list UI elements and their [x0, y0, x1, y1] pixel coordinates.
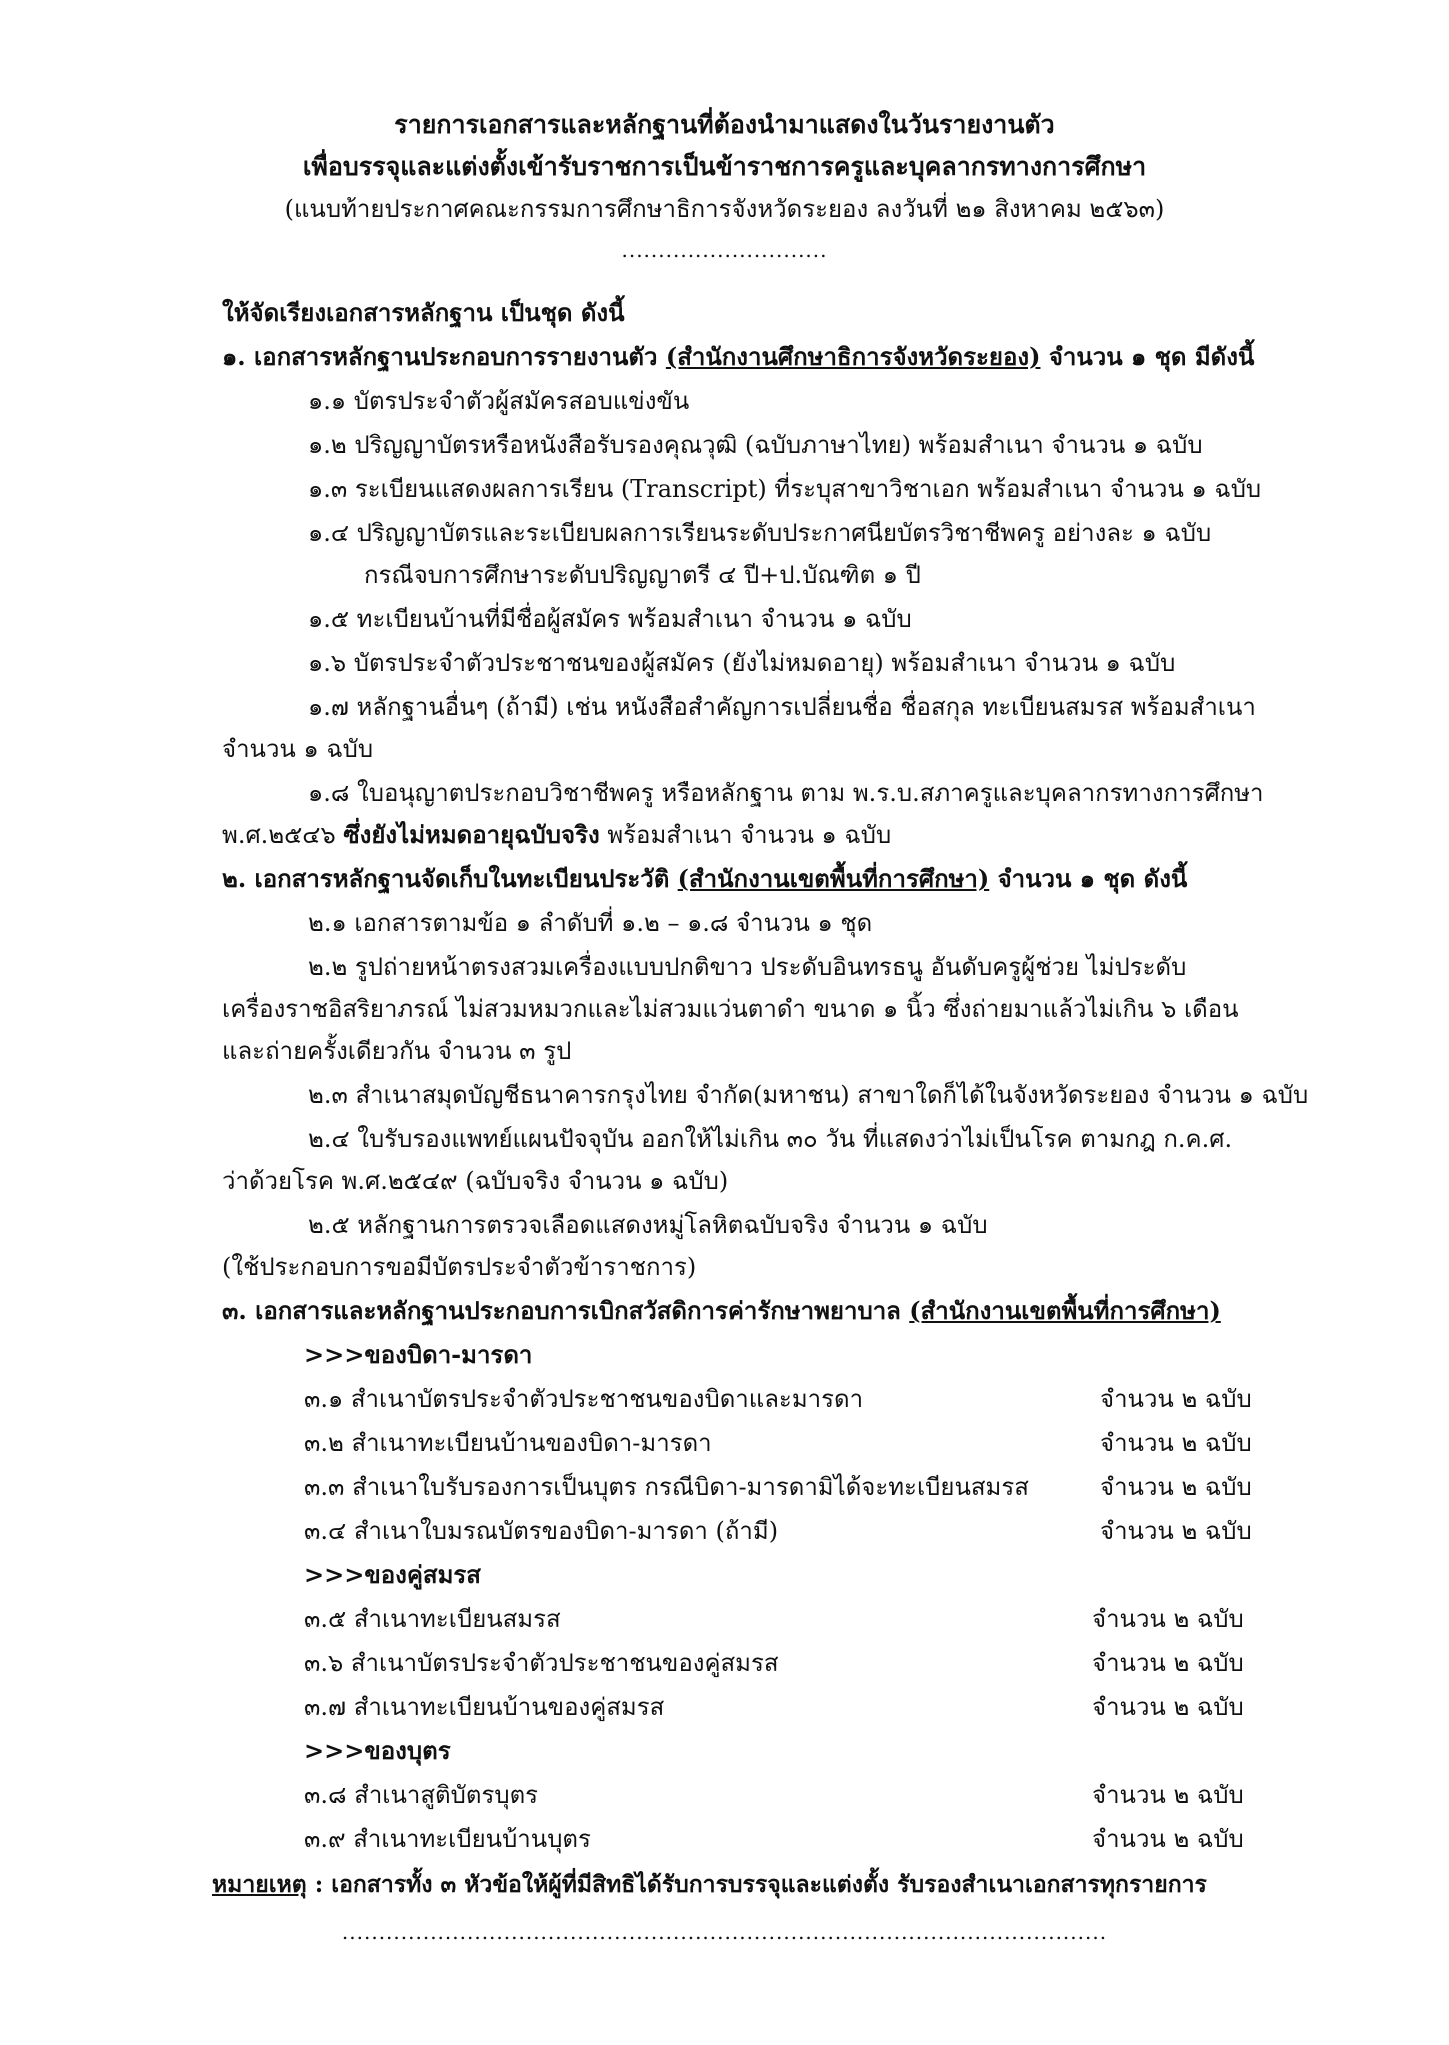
note-label: หมายเหตุ [212, 1871, 307, 1898]
intro-heading: ให้จัดเรียงเอกสารหลักฐาน เป็นชุด ดังนี้ [222, 298, 625, 327]
section-2-title: ๒. เอกสารหลักฐานจัดเก็บในทะเบียนประวัติ [222, 864, 678, 893]
item-1-6: ๑.๖ บัตรประจำตัวประชาชนของผู้สมัคร (ยังไม่หมดอายุ) พร้อมสำเนา จำนวน ๑ ฉบับ [308, 649, 1176, 677]
note-separator: : [306, 1871, 332, 1898]
item-3-7-amount: จำนวน ๒ ฉบับ [1092, 1693, 1244, 1721]
item-2-2-cont-1: เครื่องราชอิสริยาภรณ์ ไม่สวมหมวกและไม่สวมแว่นตาดำ ขนาด ๑ นิ้ว ซึ่งถ่ายมาแล้วไม่เกิน ๖ เดือน [222, 995, 1239, 1023]
item-1-4: ๑.๔ ปริญญาบัตรและระเบียบผลการเรียนระดับประกาศนียบัตรวิชาชีพครู อย่างละ ๑ ฉบับ [308, 519, 1212, 547]
item-3-5: ๓.๕ สำเนาทะเบียนสมรส [304, 1605, 561, 1633]
note-text: เอกสารทั้ง ๓ หัวข้อให้ผู้ที่มีสิทธิได้รับการบรรจุและแต่งตั้ง รับรองสำเนาเอกสารทุกรายการ [331, 1871, 1207, 1898]
item-2-5: ๒.๕ หลักฐานการตรวจเลือดแสดงหมู่โลหิตฉบับจริง จำนวน ๑ ฉบับ [308, 1211, 988, 1239]
section-1-title: ๑. เอกสารหลักฐานประกอบการรายงานตัว [222, 342, 666, 371]
item-3-2-amount: จำนวน ๒ ฉบับ [1100, 1429, 1252, 1457]
item-3-1-amount: จำนวน ๒ ฉบับ [1100, 1385, 1252, 1413]
item-3-8-amount: จำนวน ๒ ฉบับ [1092, 1781, 1244, 1809]
item-3-7: ๓.๗ สำเนาทะเบียนบ้านของคู่สมรส [304, 1693, 665, 1721]
item-1-8-year: พ.ศ.๒๕๔๖ [222, 821, 344, 849]
item-2-4-cont: ว่าด้วยโรค พ.ศ.๒๕๔๙ (ฉบับจริง จำนวน ๑ ฉบับ) [222, 1167, 729, 1195]
item-3-4-amount: จำนวน ๒ ฉบับ [1100, 1517, 1252, 1545]
item-2-5-cont: (ใช้ประกอบการขอมีบัตรประจำตัวข้าราชการ) [222, 1253, 697, 1281]
section-1-heading [222, 340, 1254, 374]
item-3-4: ๓.๔ สำเนาใบมรณบัตรของบิดา-มารดา (ถ้ามี) [304, 1517, 779, 1545]
group-spouse-heading: >>>ของคู่สมรส [304, 1560, 481, 1589]
item-2-4: ๒.๔ ใบรับรองแพทย์แผนปัจจุบัน ออกให้ไม่เกิน ๓๐ วัน ที่แสดงว่าไม่เป็นโรค ตามกฎ ก.ค.ศ. [308, 1125, 1233, 1153]
item-1-1: ๑.๑ บัตรประจำตัวผู้สมัครสอบแข่งขัน [308, 387, 690, 415]
item-2-3: ๒.๓ สำเนาสมุดบัญชีธนาคารกรุงไทย จำกัด(มหาชน) สาขาใดก็ได้ในจังหวัดระยอง จำนวน ๑ ฉบับ [308, 1081, 1309, 1109]
item-1-8-copies: พร้อมสำเนา จำนวน ๑ ฉบับ [599, 821, 892, 849]
item-1-2: ๑.๒ ปริญญาบัตรหรือหนังสือรับรองคุณวุฒิ (ฉบับภาษาไทย) พร้อมสำเนา จำนวน ๑ ฉบับ [308, 431, 1203, 459]
item-1-7: ๑.๗ หลักฐานอื่นๆ (ถ้ามี) เช่น หนังสือสำคัญการเปลี่ยนชื่อ ชื่อสกุล ทะเบียนสมรส พร้อมสำเนา [308, 693, 1256, 721]
item-3-9: ๓.๙ สำเนาทะเบียนบ้านบุตร [304, 1825, 591, 1853]
item-3-5-amount: จำนวน ๒ ฉบับ [1092, 1605, 1244, 1633]
item-2-2: ๒.๒ รูปถ่ายหน้าตรงสวมเครื่องแบบปกติขาว ประดับอินทรธนู อันดับครูผู้ช่วย ไม่ประดับ [308, 953, 1187, 981]
item-3-6-amount: จำนวน ๒ ฉบับ [1092, 1649, 1244, 1677]
item-2-1: ๒.๑ เอกสารตามข้อ ๑ ลำดับที่ ๑.๒ – ๑.๘ จำนวน ๑ ชุด [308, 909, 873, 937]
group-children-heading: >>>ของบุตร [304, 1736, 451, 1765]
subtitle: (แนบท้ายประกาศคณะกรรมการศึกษาธิการจังหวัดระยอง ลงวันที่ ๒๑ สิงหาคม ๒๕๖๓) [284, 195, 1165, 223]
group-parents-heading: >>>ของบิดา-มารดา [304, 1340, 533, 1369]
section-1-office: (สำนักงานศึกษาธิการจังหวัดระยอง) [665, 342, 1041, 371]
section-2-heading [222, 862, 1187, 896]
section-3-heading [222, 1294, 1221, 1328]
note [212, 1868, 1207, 1902]
item-1-8: ๑.๘ ใบอนุญาตประกอบวิชาชีพครู หรือหลักฐาน ตาม พ.ร.บ.สภาครูและบุคลากรทางการศึกษา [308, 779, 1264, 807]
item-3-1: ๓.๑ สำเนาบัตรประจำตัวประชาชนของบิดาและมารดา [304, 1385, 864, 1413]
section-2-office: (สำนักงานเขตพื้นที่การศึกษา) [677, 864, 990, 893]
title-line-1: รายการเอกสารและหลักฐานที่ต้องนำมาแสดงในวันรายงานตัว [394, 110, 1055, 139]
item-1-8-original: ซึ่งยังไม่หมดอายุฉบับจริง [343, 820, 600, 849]
item-1-5: ๑.๕ ทะเบียนบ้านที่มีชื่อผู้สมัคร พร้อมสำเนา จำนวน ๑ ฉบับ [308, 605, 912, 633]
title-line-2: เพื่อบรรจุและแต่งตั้งเข้ารับราชการเป็นข้าราชการครูและบุคลากรทางการศึกษา [302, 152, 1147, 181]
footer-separator-dots: ........................................................................................................ [341, 1920, 1108, 1944]
item-3-8: ๓.๘ สำเนาสูติบัตรบุตร [304, 1781, 539, 1809]
item-3-6: ๓.๖ สำเนาบัตรประจำตัวประชาชนของคู่สมรส [304, 1649, 779, 1677]
item-1-4-cont: กรณีจบการศึกษาระดับปริญญาตรี ๔ ปี+ป.บัณฑิต ๑ ปี [364, 561, 921, 589]
item-3-3: ๓.๓ สำเนาใบรับรองการเป็นบุตร กรณีบิดา-มารดามิได้จะทะเบียนสมรส [304, 1473, 1029, 1501]
item-2-2-cont-2: และถ่ายครั้งเดียวกัน จำนวน ๓ รูป [222, 1037, 572, 1065]
item-1-7-cont: จำนวน ๑ ฉบับ [222, 735, 374, 763]
section-3-office: (สำนักงานเขตพื้นที่การศึกษา) [909, 1296, 1221, 1325]
section-1-count: จำนวน ๑ ชุด มีดังนี้ [1040, 342, 1255, 371]
item-3-2: ๓.๒ สำเนาทะเบียนบ้านของบิดา-มารดา [304, 1429, 712, 1457]
title-separator-dots: ............................ [621, 238, 828, 262]
section-3-title: ๓. เอกสารและหลักฐานประกอบการเบิกสวัสดิการค่ารักษาพยาบาล [222, 1296, 910, 1325]
section-2-count: จำนวน ๑ ชุด ดังนี้ [989, 864, 1188, 893]
item-1-3: ๑.๓ ระเบียนแสดงผลการเรียน (Transcript) ที่ระบุสาขาวิชาเอก พร้อมสำเนา จำนวน ๑ ฉบับ [308, 475, 1262, 503]
item-3-9-amount: จำนวน ๒ ฉบับ [1092, 1825, 1244, 1853]
item-3-3-amount: จำนวน ๒ ฉบับ [1100, 1473, 1252, 1501]
item-1-8-cont [222, 818, 891, 852]
